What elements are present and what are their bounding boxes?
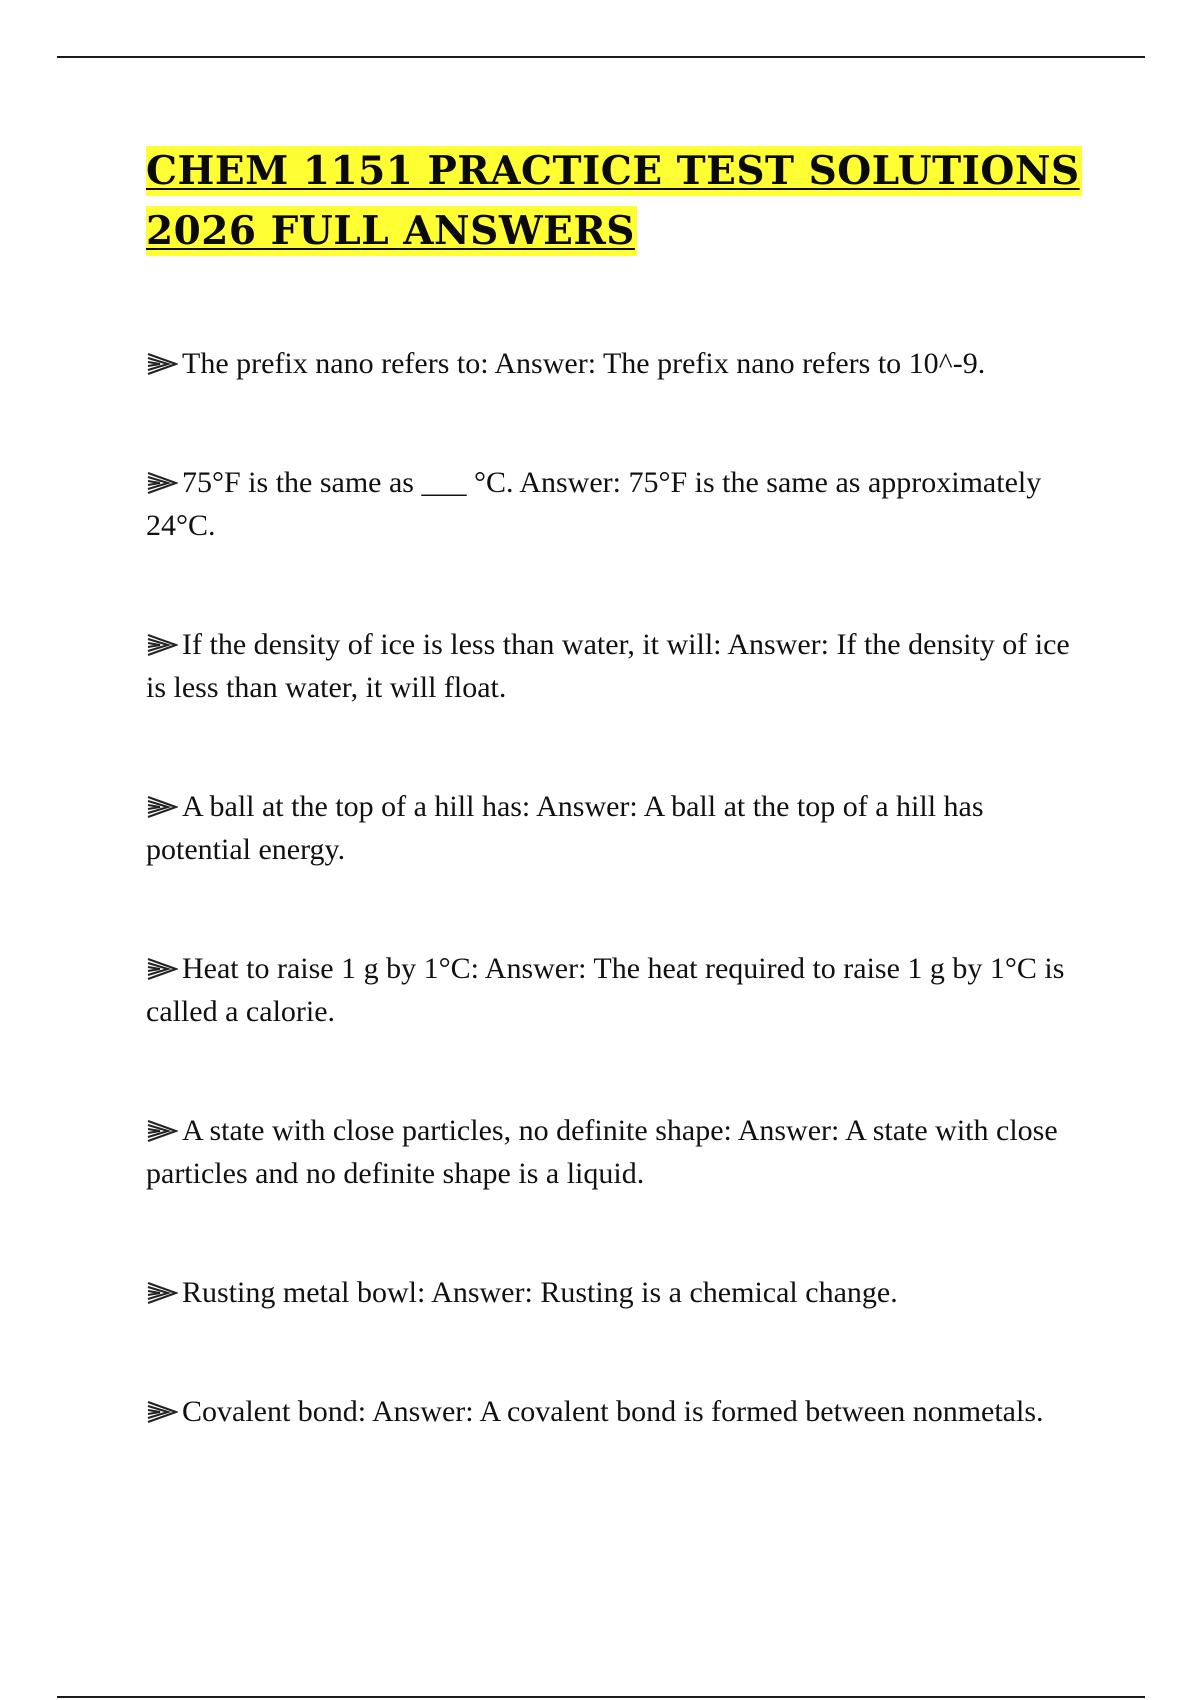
qa-item [146,342,1076,385]
title-line-1: CHEM 1151 PRACTICE TEST SOLUTIONS [146,148,1080,194]
arrow-bullet-icon [146,352,178,376]
top-rule [57,56,1145,58]
arrow-bullet-icon [146,795,178,819]
qa-item [146,947,1076,1033]
bottom-rule [57,1696,1145,1698]
document-title [146,146,1126,266]
arrow-bullet-icon [146,1281,178,1305]
arrow-bullet-icon [146,957,178,981]
qa-item [146,461,1076,547]
qa-text: 75°F is the same as ___ °C. Answer: 75°F is the same as approximately 24°C. [146,466,1042,542]
qa-list [146,342,1076,1433]
arrow-bullet-icon [146,633,178,657]
qa-item [146,1109,1076,1195]
qa-text: Heat to raise 1 g by 1°C: Answer: The heat required to raise 1 g by 1°C is called a calorie. [146,952,1065,1028]
arrow-bullet-icon [146,1119,178,1143]
qa-item [146,1271,1076,1314]
qa-item [146,785,1076,871]
title-line-2: 2026 FULL ANSWERS [146,208,635,254]
qa-text: A state with close particles, no definite shape: Answer: A state with close particles and no definite shape is a liquid. [146,1114,1058,1190]
qa-text: Rusting metal bowl: Answer: Rusting is a chemical change. [182,1276,898,1309]
qa-text: A ball at the top of a hill has: Answer: A ball at the top of a hill has potential energy. [146,790,984,866]
qa-item [146,1390,1076,1433]
qa-text: The prefix nano refers to: Answer: The prefix nano refers to 10^-9. [182,347,986,380]
qa-text: If the density of ice is less than water, it will: Answer: If the density of ice is less than water, it will float. [146,628,1070,704]
arrow-bullet-icon [146,1400,178,1424]
arrow-bullet-icon [146,471,178,495]
qa-text: Covalent bond: Answer: A covalent bond is formed between nonmetals. [182,1395,1044,1428]
qa-item [146,623,1076,709]
